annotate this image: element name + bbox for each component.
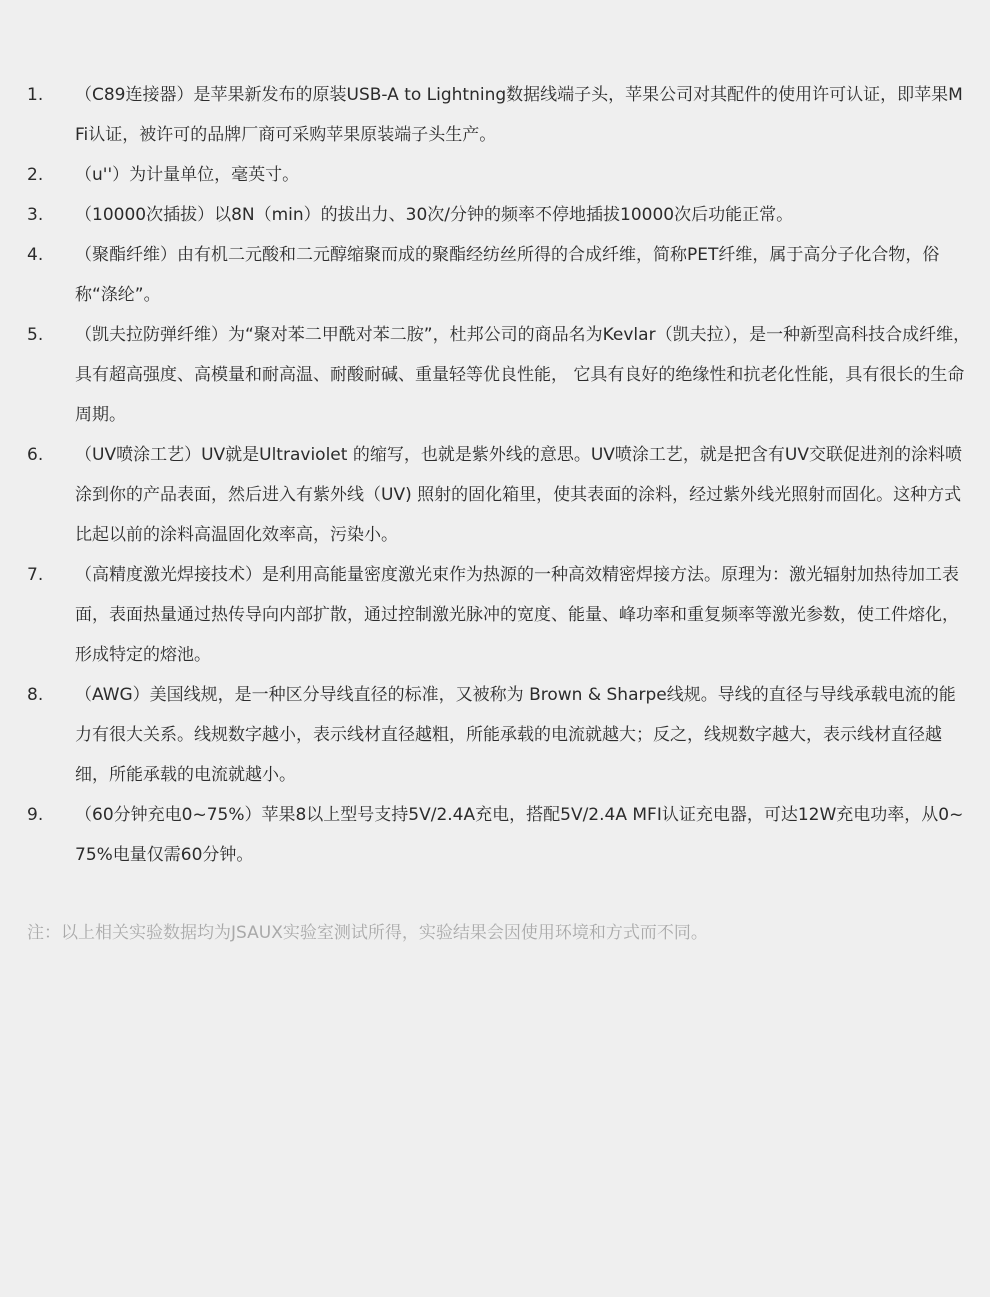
note-text: （C89连接器）是苹果新发布的原装USB-A to Lightning数据线端子头，苹果公司对其配件的使用许可认证，即苹果MFi认证，被许可的品牌厂商可采购苹果原装端子头生产。	[75, 85, 963, 145]
note-item-1	[27, 75, 972, 155]
note-item-5	[27, 315, 972, 435]
note-text: （u''）为计量单位，毫英寸。	[75, 165, 300, 185]
note-number: 7.	[27, 565, 44, 585]
note-text: （10000次插拔）以8N（min）的拔出力、30次/分钟的频率不停地插拔10000次后功能正常。	[75, 205, 794, 225]
note-item-4	[27, 235, 972, 315]
note-text: （聚酯纤维）由有机二元酸和二元醇缩聚而成的聚酯经纺丝所得的合成纤维，简称PET纤维，属于高分子化合物，俗称“涤纶”。	[75, 245, 940, 305]
note-text: （高精度激光焊接技术）是利用高能量密度激光束作为热源的一种高效精密焊接方法。原理为：激光辐射加热待加工表面，表面热量通过热传导向内部扩散，通过控制激光脉冲的宽度、能量、峰功率和重复频率等激光参数，使工件熔化，形成特定的熔池。	[75, 565, 959, 665]
note-item-7	[27, 555, 972, 675]
note-number: 9.	[27, 805, 44, 825]
note-text: （60分钟充电0~75%）苹果8以上型号支持5V/2.4A充电，搭配5V/2.4A MFI认证充电器，可达12W充电功率，从0~75%电量仅需60分钟。	[75, 805, 964, 865]
note-item-6	[27, 435, 972, 555]
note-number: 1.	[27, 85, 44, 105]
note-number: 5.	[27, 325, 44, 345]
notes-list	[27, 75, 972, 875]
note-item-2	[27, 155, 972, 195]
note-text: （凯夫拉防弹纤维）为“聚对苯二甲酰对苯二胺”，杜邦公司的商品名为Kevlar（凯夫拉），是一种新型高科技合成纤维，具有超高强度、高模量和耐高温、耐酸耐碱、重量轻等优良性能， 它具有良好的绝缘性和抗老化性能，具有很长的生命周期。	[75, 325, 971, 425]
note-item-9	[27, 795, 972, 875]
footnote: 注：以上相关实验数据均为JSAUX实验室测试所得，实验结果会因使用环境和方式而不同。	[27, 923, 708, 943]
note-number: 8.	[27, 685, 44, 705]
note-text: （UV喷涂工艺）UV就是Ultraviolet 的缩写，也就是紫外线的意思。UV喷涂工艺，就是把含有UV交联促进剂的涂料喷涂到你的产品表面，然后进入有紫外线（UV) 照射的固化箱里，使其表面的涂料，经过紫外线光照射而固化。这种方式比起以前的涂料高温固化效率高，污染小。	[75, 445, 962, 545]
note-text: （AWG）美国线规，是一种区分导线直径的标准，又被称为 Brown & Sharpe线规。导线的直径与导线承载电流的能力有很大关系。线规数字越小，表示线材直径越粗，所能承载的电流就越大；反之，线规数字越大，表示线材直径越细，所能承载的电流就越小。	[75, 685, 956, 785]
note-number: 2.	[27, 165, 44, 185]
note-item-3	[27, 195, 972, 235]
note-number: 4.	[27, 245, 44, 265]
note-number: 3.	[27, 205, 44, 225]
note-item-8	[27, 675, 972, 795]
note-number: 6.	[27, 445, 44, 465]
